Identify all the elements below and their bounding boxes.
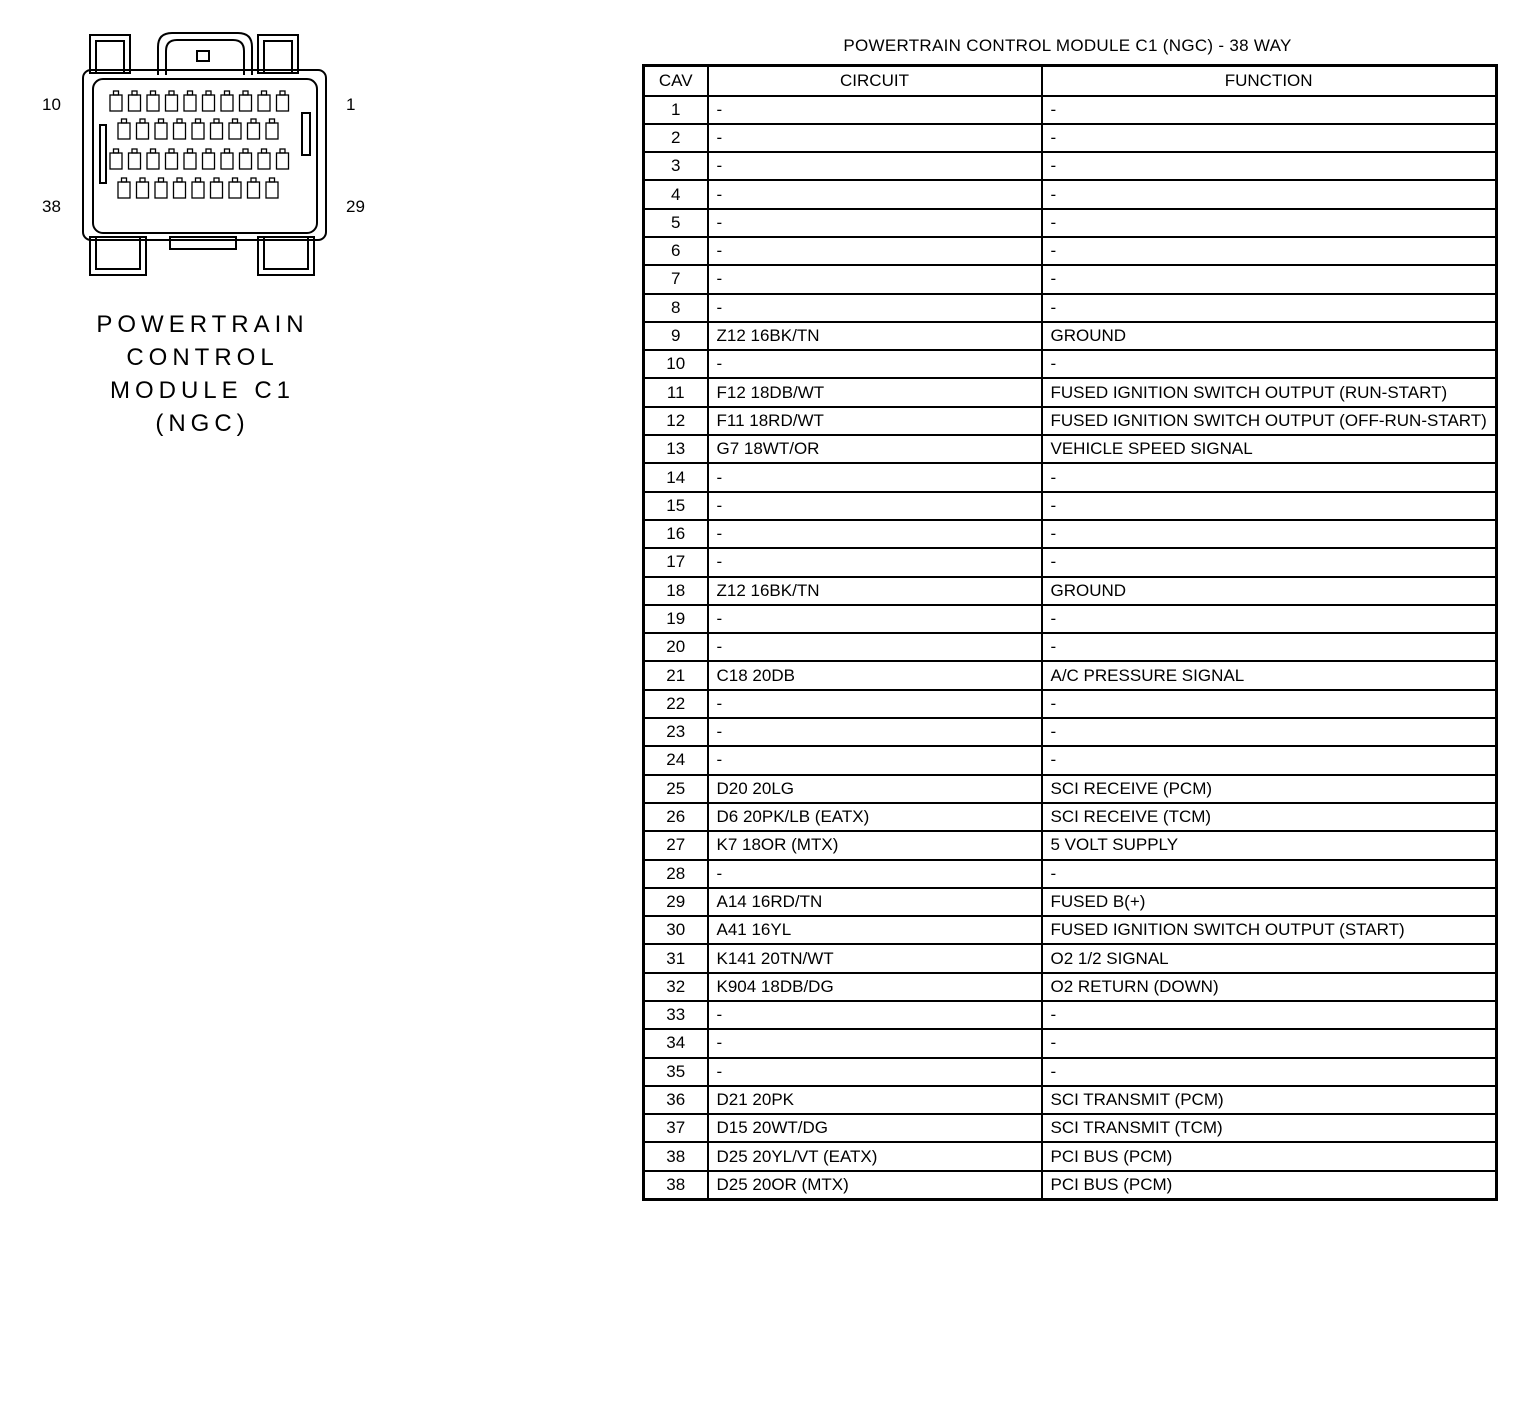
cavity-icon [211,123,223,139]
cell-function: - [1042,548,1497,576]
table-row [644,633,1497,661]
cell-circuit: - [708,124,1042,152]
cell-function: SCI TRANSMIT (PCM) [1042,1086,1497,1114]
cell-circuit: - [708,96,1042,124]
cell-function: SCI RECEIVE (TCM) [1042,803,1497,831]
cavity-latch-icon [177,119,182,123]
cell-cav: 29 [644,888,708,916]
cavity-icon [184,153,196,169]
table-row [644,888,1497,916]
cell-function: SCI RECEIVE (PCM) [1042,775,1497,803]
cell-circuit: - [708,463,1042,491]
cell-function: - [1042,180,1497,208]
cell-function: - [1042,633,1497,661]
cell-cav: 14 [644,463,708,491]
table-row [644,973,1497,1001]
cell-cav: 34 [644,1029,708,1057]
cavity-latch-icon [114,149,119,153]
table-row [644,237,1497,265]
cell-cav: 2 [644,124,708,152]
cavity-latch-icon [132,91,137,95]
cell-cav: 10 [644,350,708,378]
cavity-icon [110,153,122,169]
cavity-icon [229,123,241,139]
cell-function: - [1042,152,1497,180]
caption-line: CONTROL [126,344,279,371]
cavity-icon [248,182,260,198]
cavity-icon [155,182,167,198]
cell-cav: 21 [644,661,708,689]
cell-function: FUSED B(+) [1042,888,1497,916]
cavity-latch-icon [206,149,211,153]
cell-function: FUSED IGNITION SWITCH OUTPUT (OFF-RUN-START) [1042,407,1497,435]
table-row [644,605,1497,633]
cavity-latch-icon [233,119,238,123]
cell-circuit: A14 16RD/TN [708,888,1042,916]
header-cav: CAV [644,66,708,96]
cavity-latch-icon [169,91,174,95]
cell-function: - [1042,860,1497,888]
cavity-latch-icon [225,149,230,153]
cell-function: - [1042,237,1497,265]
cavity-icon [248,123,260,139]
cell-circuit: - [708,209,1042,237]
cell-cav: 36 [644,1086,708,1114]
cavity-icon [129,153,141,169]
cavity-icon [118,182,130,198]
table-row [644,322,1497,350]
cavity-latch-icon [243,149,248,153]
cell-circuit: K7 18OR (MTX) [708,831,1042,859]
cell-function: - [1042,492,1497,520]
cavity-icon [155,123,167,139]
cell-cav: 4 [644,180,708,208]
table-row [644,152,1497,180]
table-title: POWERTRAIN CONTROL MODULE C1 (NGC) - 38 WAY [843,36,1292,55]
table-row [644,690,1497,718]
cell-cav: 27 [644,831,708,859]
cell-circuit: - [708,548,1042,576]
cavity-icon [277,95,289,111]
cavity-icon [192,182,204,198]
table-row [644,435,1497,463]
cavity-latch-icon [262,149,267,153]
cell-cav: 5 [644,209,708,237]
cavity-latch-icon [214,119,219,123]
cavity-icon [110,95,122,111]
cavity-icon [258,95,270,111]
pin-label-bottom-left: 38 [42,197,61,216]
cell-function: - [1042,463,1497,491]
cavity-icon [203,153,215,169]
cavity-latch-icon [177,178,182,182]
cavity-latch-icon [251,119,256,123]
cell-circuit: - [708,1058,1042,1086]
cell-cav: 38 [644,1142,708,1170]
cell-function: - [1042,1058,1497,1086]
table-row [644,916,1497,944]
cell-function: GROUND [1042,322,1497,350]
cell-function: - [1042,718,1497,746]
cavity-latch-icon [151,91,156,95]
table-row [644,1086,1497,1114]
cavity-latch-icon [214,178,219,182]
cell-function: - [1042,124,1497,152]
cell-function: - [1042,1029,1497,1057]
cavity-latch-icon [196,178,201,182]
connector-diagram [30,25,380,290]
connector-caption [60,308,345,440]
cavity-latch-icon [188,91,193,95]
table-row [644,124,1497,152]
cell-cav: 30 [644,916,708,944]
cell-cav: 33 [644,1001,708,1029]
cavity-latch-icon [122,178,127,182]
cavity-latch-icon [140,119,145,123]
cell-circuit: - [708,237,1042,265]
cell-function: 5 VOLT SUPPLY [1042,831,1497,859]
table-row [644,1171,1497,1199]
cell-function: O2 1/2 SIGNAL [1042,944,1497,972]
cavity-latch-icon [140,178,145,182]
cavity-icon [211,182,223,198]
cell-cav: 8 [644,294,708,322]
cell-function: FUSED IGNITION SWITCH OUTPUT (RUN-START) [1042,378,1497,406]
cell-function: PCI BUS (PCM) [1042,1142,1497,1170]
cell-function: - [1042,605,1497,633]
cell-circuit: F12 18DB/WT [708,378,1042,406]
cell-circuit: - [708,690,1042,718]
cell-circuit: A41 16YL [708,916,1042,944]
cell-cav: 22 [644,690,708,718]
cell-circuit: D25 20OR (MTX) [708,1171,1042,1199]
cavity-latch-icon [122,119,127,123]
cell-function: PCI BUS (PCM) [1042,1171,1497,1199]
cell-circuit: Z12 16BK/TN [708,322,1042,350]
table-row [644,520,1497,548]
table-row [644,180,1497,208]
cell-cav: 16 [644,520,708,548]
pin-label-bottom-right: 29 [346,197,365,216]
cell-cav: 23 [644,718,708,746]
cell-circuit: D15 20WT/DG [708,1114,1042,1142]
cavity-latch-icon [233,178,238,182]
cavity-icon [137,182,149,198]
table-row [644,350,1497,378]
cell-cav: 32 [644,973,708,1001]
table-row [644,718,1497,746]
cavity-latch-icon [159,119,164,123]
cavity-latch-icon [280,149,285,153]
cell-cav: 6 [644,237,708,265]
cavity-latch-icon [251,178,256,182]
cell-circuit: - [708,633,1042,661]
caption-line: POWERTRAIN [96,311,309,338]
cavity-latch-icon [132,149,137,153]
cell-function: - [1042,690,1497,718]
table-row [644,1114,1497,1142]
table-row [644,548,1497,576]
cavity-icon [221,153,233,169]
cell-cav: 25 [644,775,708,803]
caption-line: (NGC) [155,410,250,437]
cell-function: - [1042,96,1497,124]
cell-function: - [1042,520,1497,548]
cell-circuit: - [708,860,1042,888]
cavity-icon [147,95,159,111]
cavity-latch-icon [262,91,267,95]
cell-circuit: D25 20YL/VT (EATX) [708,1142,1042,1170]
table-row [644,407,1497,435]
cell-circuit: - [708,520,1042,548]
connector-outline-icon [30,25,380,290]
cavity-icon [266,182,278,198]
cell-circuit: D21 20PK [708,1086,1042,1114]
cell-circuit: D6 20PK/LB (EATX) [708,803,1042,831]
cell-circuit: - [708,180,1042,208]
pin-label-top-left: 10 [42,95,61,114]
cell-cav: 19 [644,605,708,633]
table-row [644,577,1497,605]
cell-circuit: - [708,605,1042,633]
cell-function: - [1042,209,1497,237]
cavity-latch-icon [280,91,285,95]
table-row [644,463,1497,491]
cell-circuit: - [708,1029,1042,1057]
table-row [644,209,1497,237]
cavity-icon [147,153,159,169]
cell-cav: 37 [644,1114,708,1142]
table-row [644,661,1497,689]
cavity-icon [240,95,252,111]
cavity-latch-icon [270,119,275,123]
cell-circuit: - [708,152,1042,180]
cell-circuit: G7 18WT/OR [708,435,1042,463]
cell-circuit: - [708,1001,1042,1029]
cavity-icon [184,95,196,111]
cell-cav: 3 [644,152,708,180]
cavity-icon [166,95,178,111]
cell-function: - [1042,746,1497,774]
cell-function: A/C PRESSURE SIGNAL [1042,661,1497,689]
cell-circuit: - [708,265,1042,293]
cavity-latch-icon [188,149,193,153]
cavity-icon [229,182,241,198]
cavity-icon [221,95,233,111]
caption-line: MODULE C1 [109,377,296,404]
cell-cav: 12 [644,407,708,435]
cell-circuit: - [708,492,1042,520]
table-row [644,96,1497,124]
table-row [644,831,1497,859]
cell-cav: 18 [644,577,708,605]
cavity-icon [174,182,186,198]
cell-circuit: - [708,350,1042,378]
cell-circuit: K904 18DB/DG [708,973,1042,1001]
cavity-icon [174,123,186,139]
cell-function: O2 RETURN (DOWN) [1042,973,1497,1001]
cavity-latch-icon [206,91,211,95]
cell-circuit: - [708,718,1042,746]
cell-cav: 28 [644,860,708,888]
cell-function: SCI TRANSMIT (TCM) [1042,1114,1497,1142]
table-row [644,746,1497,774]
cell-cav: 7 [644,265,708,293]
table-row [644,294,1497,322]
cavity-latch-icon [151,149,156,153]
cavity-icon [258,153,270,169]
table-row [644,1142,1497,1170]
cell-circuit: C18 20DB [708,661,1042,689]
cavity-icon [266,123,278,139]
cavity-latch-icon [114,91,119,95]
table-row [644,1029,1497,1057]
cell-function: FUSED IGNITION SWITCH OUTPUT (START) [1042,916,1497,944]
cell-function: VEHICLE SPEED SIGNAL [1042,435,1497,463]
cavity-icon [277,153,289,169]
cell-cav: 17 [644,548,708,576]
cavity-latch-icon [225,91,230,95]
cell-function: GROUND [1042,577,1497,605]
cavity-latch-icon [159,178,164,182]
cell-circuit: K141 20TN/WT [708,944,1042,972]
table-row [644,492,1497,520]
table-row [644,944,1497,972]
cavity-icon [129,95,141,111]
cell-cav: 11 [644,378,708,406]
header-function: FUNCTION [1042,66,1497,96]
pin-label-top-right: 1 [346,95,356,114]
header-circuit: CIRCUIT [708,66,1042,96]
cell-circuit: - [708,294,1042,322]
cavity-latch-icon [169,149,174,153]
cell-function: - [1042,350,1497,378]
cell-function: - [1042,294,1497,322]
cell-circuit: D20 20LG [708,775,1042,803]
table-row [644,378,1497,406]
cavity-icon [118,123,130,139]
cell-cav: 31 [644,944,708,972]
cell-function: - [1042,265,1497,293]
cell-cav: 35 [644,1058,708,1086]
cell-cav: 1 [644,96,708,124]
cavity-icon [192,123,204,139]
cell-circuit: Z12 16BK/TN [708,577,1042,605]
cavity-icon [203,95,215,111]
cell-function: - [1042,1001,1497,1029]
cell-cav: 26 [644,803,708,831]
cell-cav: 38 [644,1171,708,1199]
table-row [644,803,1497,831]
table-row [644,775,1497,803]
cell-cav: 24 [644,746,708,774]
cavity-icon [240,153,252,169]
table-row [644,860,1497,888]
cell-cav: 9 [644,322,708,350]
cavity-latch-icon [243,91,248,95]
cavity-latch-icon [270,178,275,182]
cavity-icon [137,123,149,139]
cell-cav: 20 [644,633,708,661]
cavity-icon [166,153,178,169]
table-row [644,265,1497,293]
cavity-latch-icon [196,119,201,123]
cell-circuit: - [708,746,1042,774]
table-row [644,1001,1497,1029]
cell-cav: 13 [644,435,708,463]
table-header-row [644,66,1497,96]
pinout-table [642,64,1498,1201]
cell-circuit: F11 18RD/WT [708,407,1042,435]
table-row [644,1058,1497,1086]
cell-cav: 15 [644,492,708,520]
